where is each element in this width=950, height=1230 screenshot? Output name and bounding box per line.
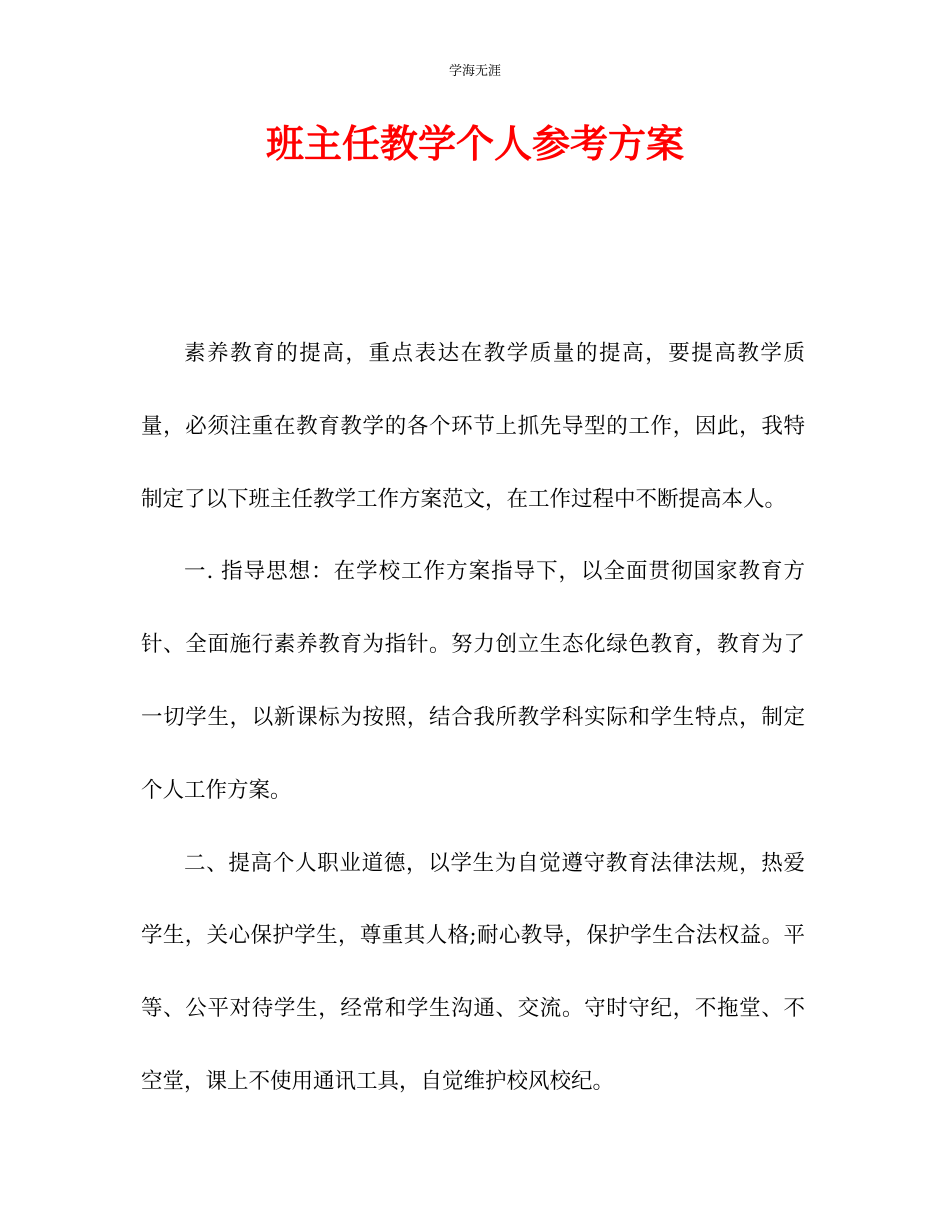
document-body [141,318,805,1119]
document-title: 班主任教学个人参考方案 [265,122,684,166]
paragraph-1: 素养教育的提高，重点表达在教学质量的提高，要提高教学质量，必须注重在教育教学的各个环节上抓先导型的工作，因此，我特制定了以下班主任教学工作方案范文，在工作过程中不断提高本人。 [141,341,805,512]
paragraph-3: 二、提高个人职业道德，以学生为自觉遵守教育法律法规，热爱学生，关心保护学生，尊重其人格;耐心教导，保护学生合法权益。平等、公平对待学生，经常和学生沟通、交流。守时守纪，不拖堂、不空堂，课上不使用通讯工具，自觉维护校风校纪。 [141,850,805,1094]
paragraph-2: 一. 指导思想：在学校工作方案指导下，以全面贯彻国家教育方针、全面施行素养教育为指针。努力创立生态化绿色教育，教育为了一切学生，以新课标为按照，结合我所教学科实际和学生特点，制定个人工作方案。 [141,559,805,803]
page-header: 学海无涯 [448,64,501,79]
